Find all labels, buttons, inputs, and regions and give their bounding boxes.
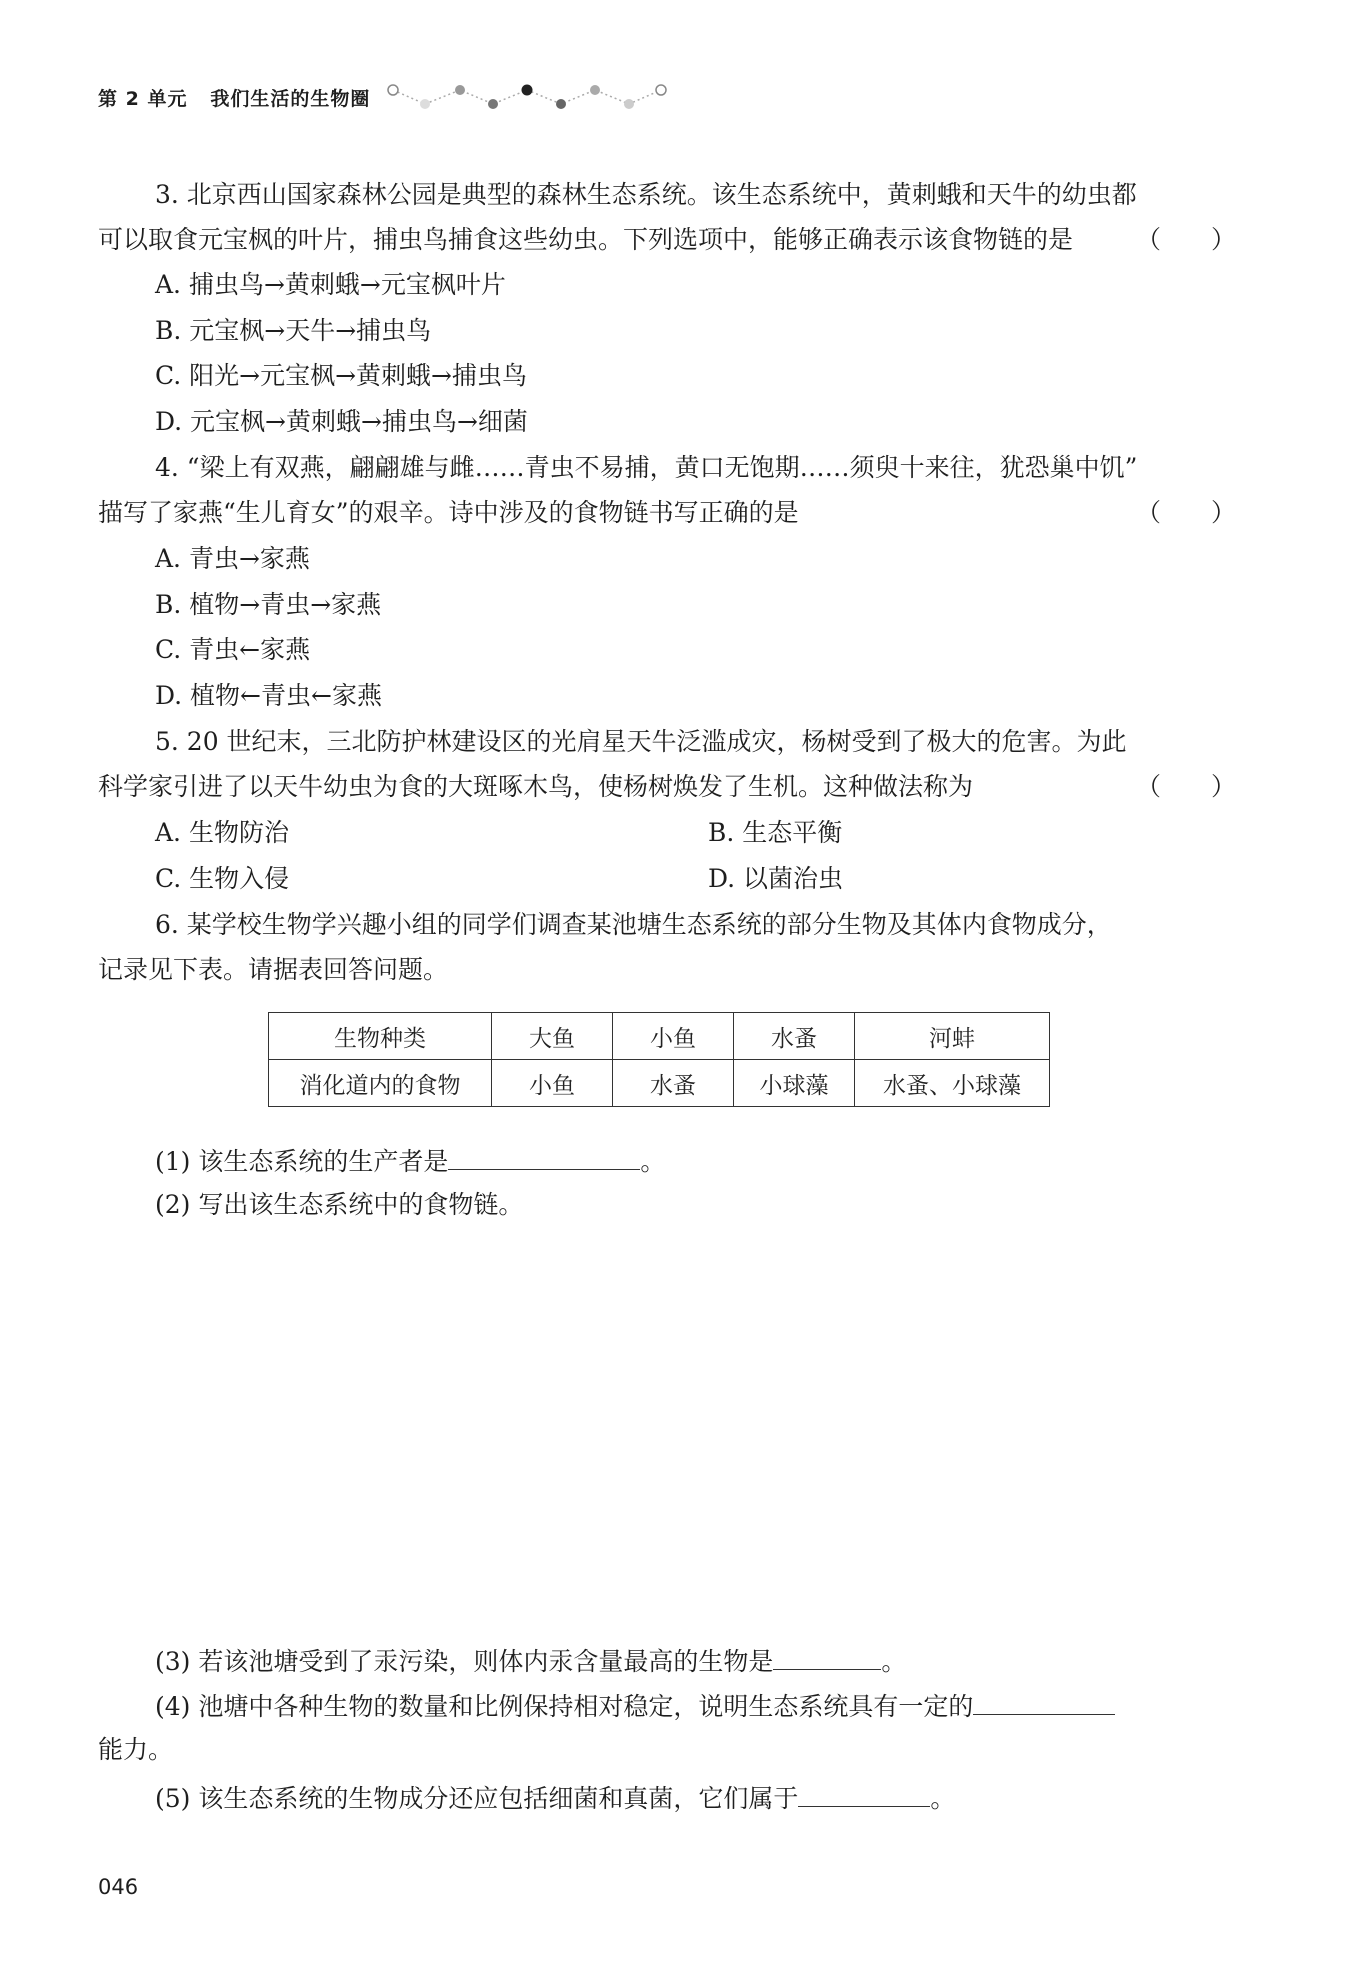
- q6-stem-line2: 记录见下表。请据表回答问题。: [98, 955, 449, 984]
- q5-stem-line1: 5. 20 世纪末，三北防护林建设区的光肩星天牛泛滥成灾，杨树受到了极大的危害。为此: [155, 727, 1127, 756]
- q4-option-d: D. 植物←青虫←家燕: [155, 681, 382, 710]
- answer-blank-decomposer[interactable]: [798, 1782, 930, 1807]
- answer-blank-ability[interactable]: [973, 1690, 1115, 1715]
- q4-answer-bracket: （ ）: [1136, 498, 1237, 527]
- q5-option-a: A. 生物防治: [155, 818, 289, 847]
- q4-option-a: A. 青虫→家燕: [155, 544, 310, 573]
- table-cell: 小鱼: [613, 1013, 734, 1060]
- q6-sub3-text: (3) 若该池塘受到了汞污染，则体内汞含量最高的生物是: [155, 1647, 774, 1676]
- table-cell: 小球藻: [734, 1060, 855, 1107]
- q4-option-c: C. 青虫←家燕: [155, 635, 311, 664]
- q6-sub1: [155, 1145, 665, 1177]
- q6-sub4: [155, 1690, 1115, 1722]
- food-chain-answer-area[interactable]: [98, 1235, 1228, 1635]
- header-dots-decoration: [385, 78, 675, 118]
- q6-sub1-end: 。: [640, 1147, 666, 1176]
- table-cell: 水蚤、小球藻: [855, 1060, 1050, 1107]
- q5-answer-bracket: （ ）: [1136, 772, 1237, 801]
- q6-sub5-text: (5) 该生态系统的生物成分还应包括细菌和真菌，它们属于: [155, 1784, 799, 1813]
- q3-stem-line1: 3. 北京西山国家森林公园是典型的森林生态系统。该生态系统中，黄刺蛾和天牛的幼虫都: [155, 180, 1137, 209]
- unit-label: 第 2 单元: [98, 88, 188, 110]
- q3-option-c: C. 阳光→元宝枫→黄刺蛾→捕虫鸟: [155, 361, 527, 390]
- q6-sub5: [155, 1782, 955, 1814]
- q4-stem-line1: 4. “梁上有双燕，翩翩雄与雌……青虫不易捕，黄口无饱期……须臾十来往，犹恐巢中饥”: [155, 453, 1138, 482]
- q6-sub4-text: (4) 池塘中各种生物的数量和比例保持相对稳定，说明生态系统具有一定的: [155, 1692, 974, 1721]
- page-number: 046: [98, 1875, 139, 1899]
- running-header: [98, 84, 370, 111]
- q3-option-a: A. 捕虫鸟→黄刺蛾→元宝枫叶片: [155, 270, 506, 299]
- table-cell: 小鱼: [492, 1060, 613, 1107]
- q3-answer-bracket: （ ）: [1136, 225, 1237, 254]
- q5-option-d: D. 以菌治虫: [708, 864, 844, 893]
- table-row: [269, 1013, 1050, 1060]
- q6-stem-line1: 6. 某学校生物学兴趣小组的同学们调查某池塘生态系统的部分生物及其体内食物成分，: [155, 910, 1112, 939]
- q4-option-b: B. 植物→青虫→家燕: [155, 590, 382, 619]
- q5-option-b: B. 生态平衡: [708, 818, 843, 847]
- q3-option-b: B. 元宝枫→天牛→捕虫鸟: [155, 316, 432, 345]
- q5-stem-line2: 科学家引进了以天牛幼虫为食的大斑啄木鸟，使杨树焕发了生机。这种做法称为: [98, 772, 974, 801]
- q6-sub1-text: (1) 该生态系统的生产者是: [155, 1147, 449, 1176]
- table-cell: 河蚌: [855, 1013, 1050, 1060]
- q6-sub2: (2) 写出该生态系统中的食物链。: [155, 1190, 524, 1219]
- answer-blank-mercury[interactable]: [773, 1645, 881, 1670]
- food-composition-table: [268, 1012, 1050, 1107]
- table-cell: 生物种类: [269, 1013, 492, 1060]
- q3-option-d: D. 元宝枫→黄刺蛾→捕虫鸟→细菌: [155, 407, 528, 436]
- q6-sub3-end: 。: [881, 1647, 907, 1676]
- table-cell: 消化道内的食物: [269, 1060, 492, 1107]
- q5-option-c: C. 生物入侵: [155, 864, 290, 893]
- table-cell: 水蚤: [613, 1060, 734, 1107]
- q6-sub5-end: 。: [930, 1784, 956, 1813]
- table-row: [269, 1060, 1050, 1107]
- unit-title: 我们生活的生物圈: [210, 88, 371, 110]
- q6-sub4-line2: 能力。: [98, 1735, 174, 1764]
- q4-stem-line2: 描写了家燕“生儿育女”的艰辛。诗中涉及的食物链书写正确的是: [98, 498, 799, 527]
- q6-sub3: [155, 1645, 906, 1677]
- table-cell: 大鱼: [492, 1013, 613, 1060]
- answer-blank-producer[interactable]: [448, 1145, 640, 1170]
- q3-stem-line2: 可以取食元宝枫的叶片，捕虫鸟捕食这些幼虫。下列选项中，能够正确表示该食物链的是: [98, 225, 1074, 254]
- table-cell: 水蚤: [734, 1013, 855, 1060]
